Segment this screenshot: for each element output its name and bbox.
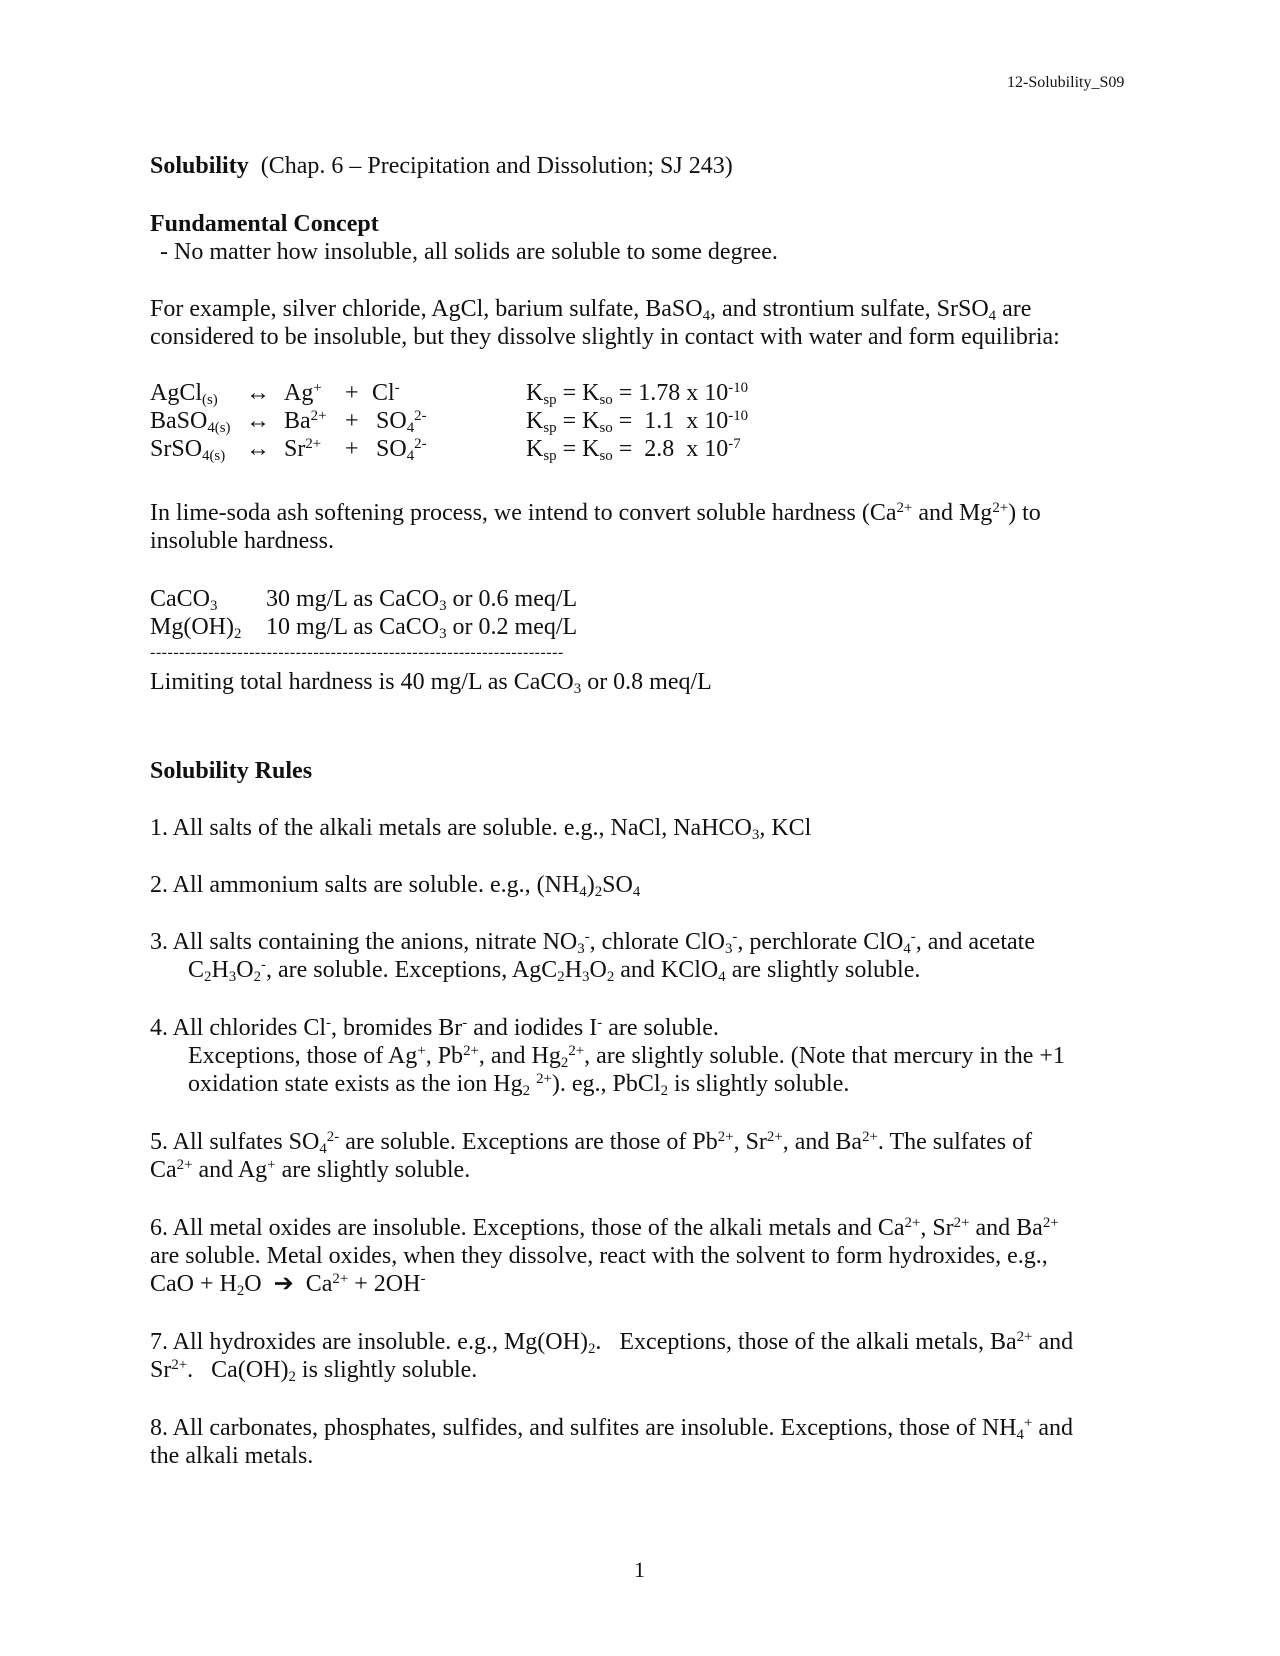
rule-6-line-3 [150,1270,425,1298]
text: K [582,408,600,434]
text: 10 mg/L as CaCO [266,614,440,640]
superscript: -7 [728,435,741,452]
subscript: 3 [439,626,447,643]
text: 5. All sulfates SO [150,1129,320,1155]
superscript: 2+ [171,1356,188,1373]
text: , and acetate [915,929,1035,955]
rule-1 [150,814,811,842]
eq-anion-1 [376,407,427,435]
text: BaSO [150,408,208,434]
subscript: 4 [207,420,215,437]
rule-7-line-2 [150,1356,477,1384]
superscript: 2+ [953,1214,970,1231]
title-rest: (Chap. 6 – Precipitation and Dissolution; SJ 243) [260,153,733,179]
subscript: sp [543,420,557,437]
subscript: 3 [573,681,582,698]
subscript: 4 [632,884,641,901]
text: or 0.8 meq/L [581,669,712,695]
text: Cl [372,380,395,406]
text: and iodides I [467,1015,598,1041]
subscript: 4 [319,1141,327,1158]
subscript: 3 [582,969,590,986]
text: Ba [284,408,311,434]
text: and Mg [912,500,993,526]
subscript: 2 [660,1083,668,1100]
text: , and Hg [478,1043,561,1069]
text: . Ca(OH) [187,1357,289,1383]
text: , are soluble. Exceptions, AgC [265,957,558,983]
right-arrow-icon: ➔ [273,1271,294,1297]
text: CaCO [150,586,210,612]
subscript: sp [543,392,557,409]
text: C [188,957,205,983]
superscript: + [313,379,322,396]
limiting-hardness [150,668,712,696]
text: Limiting total hardness is 40 mg/L as CaCO [150,669,574,695]
document-id: 12-Solubility_S09 [1007,74,1125,91]
text: K [526,408,544,434]
rule-6-line-1 [150,1214,1059,1242]
superscript: 2- [326,1128,340,1145]
text: and [1032,1329,1074,1355]
hardness-amount-0 [266,585,577,613]
subscript: 2 [557,969,565,986]
text: are [996,296,1032,322]
title-bold: Solubility [150,153,249,179]
subscript: 4 [988,308,997,325]
superscript: - [420,1270,426,1287]
eq-ksp-1: $K_{sp} = K_{so} = 1.1$ x $10^{-10}$ [526,407,749,437]
subscript: 2 [594,884,603,901]
superscript: 2+ [536,1070,552,1087]
text: . The sulfates of [877,1129,1033,1155]
rule-7-line-1 [150,1328,1073,1356]
eq-cation-2 [284,435,321,463]
subscript: 3 [724,941,733,958]
superscript: 2+ [310,407,327,424]
text: 2. All ammonium salts are soluble. e.g., (NH [150,872,580,898]
subscript: 4 [406,448,415,465]
eq-arrow-0: ↔ [246,380,270,406]
text: oxidation state exists as the ion Hg [188,1071,523,1097]
text: In lime-soda ash softening process, we intend to convert soluble hardness (Ca [150,500,897,526]
rule-3-line-1 [150,928,1035,956]
text: SO [602,872,633,898]
lime-line-1 [150,499,1041,527]
rule-8-line-2: the alkali metals. [150,1443,314,1469]
hardness-compound-1 [150,613,241,641]
text: O [236,957,254,983]
subscript: 3 [577,941,585,958]
subscript: (s) [202,392,218,409]
text: , and strontium sulfate, SrSO [710,296,989,322]
fundamental-heading: Fundamental Concept [150,211,379,237]
subscript: 4 [702,308,710,325]
eq-anion-2 [376,435,427,463]
text: Exceptions, those of Ag [188,1043,418,1069]
text: . Exceptions, those of the alkali metals, Ba [595,1329,1017,1355]
superscript: 2+ [1016,1328,1033,1345]
rule-4-line-3 [188,1070,849,1098]
text: , chlorate ClO [589,929,725,955]
eq-solid-1 [150,407,230,435]
page-title [150,152,733,180]
example-line-1 [150,295,1031,323]
superscript: -10 [728,407,749,424]
superscript: - [732,928,738,945]
text: , Sr [733,1129,767,1155]
divider-dashes: ----------------------------------------------------------------------- [150,644,564,661]
subscript: 4 [903,941,911,958]
text: Ca [293,1271,333,1297]
text: Mg(OH) [150,614,234,640]
subscript: 2 [560,1055,569,1072]
superscript: + [1023,1414,1033,1431]
subscript: 4 [406,420,415,437]
hardness-amount-1 [266,613,577,641]
subscript: 2 [204,969,212,986]
superscript: 2+ [463,1042,479,1059]
subscript: 2 [606,969,615,986]
eq-plus-2: + [345,436,359,462]
eq-plus-1: + [345,408,359,434]
superscript: 2+ [862,1128,878,1145]
superscript: - [584,928,590,945]
text: CaO + H [150,1271,237,1297]
text: , bromides Br [330,1015,463,1041]
eq-plus-0: + [345,380,359,406]
subscript: 4 [579,884,587,901]
text: 8. All carbonates, phosphates, sulfides, and sulfites are insoluble. Exceptions, those of NH [150,1415,1017,1441]
superscript: + [417,1042,426,1059]
rule-4-line-1 [150,1014,719,1042]
text: O [244,1271,274,1297]
superscript: + [267,1156,276,1173]
text: + 2OH [348,1271,421,1297]
superscript: 2+ [176,1156,193,1173]
text: ). eg., PbCl [551,1071,661,1097]
subscript: 3 [210,598,218,615]
text: O [589,957,607,983]
subscript: 3 [228,969,237,986]
superscript: 2+ [896,499,913,516]
text: K [582,436,600,462]
text: , are slightly soluble. (Note that mercury in the +1 [584,1043,1065,1069]
text: is slightly soluble. [295,1357,478,1383]
subscript: (s) [214,420,231,437]
superscript: 2+ [568,1042,585,1059]
superscript: - [326,1014,331,1031]
text: are soluble. [602,1015,719,1041]
text: and Ba [969,1215,1043,1241]
superscript: 2- [414,407,427,424]
superscript: - [462,1014,468,1031]
text: H [564,957,583,983]
eq-solid-0 [150,379,218,407]
superscript: -10 [728,379,749,396]
text: and Ag [192,1157,268,1183]
text: 1. All salts of the alkali metals are soluble. e.g., NaCl, NaHCO [150,815,752,841]
text: is slightly soluble. [668,1071,850,1097]
text: 6. All metal oxides are insoluble. Exceptions, those of the alkali metals and Ca [150,1215,905,1241]
subscript: so [599,420,613,437]
text: SO [376,436,407,462]
subscript: 2 [253,969,262,986]
rules-heading: Solubility Rules [150,758,313,784]
text: 7. All hydroxides are insoluble. e.g., Mg(OH) [150,1329,588,1355]
subscript: 4 [1016,1427,1024,1444]
superscript: - [910,928,916,945]
text: 2.8 x 10 [644,436,729,462]
text: , Pb [425,1043,464,1069]
superscript: 2+ [992,499,1009,516]
superscript: 2+ [332,1270,349,1287]
subscript: 2 [234,626,242,643]
superscript: - [261,956,266,973]
eq-cation-0 [284,379,322,407]
page-number: 1 [634,1557,645,1582]
eq-arrow-1: ↔ [246,408,270,434]
superscript: 2+ [766,1128,783,1145]
rule-3-line-2 [188,956,920,984]
subscript: 3 [439,598,447,615]
superscript: 2+ [305,435,322,452]
text: , KCl [759,815,812,841]
fundamental-point: - No matter how insoluble, all solids are soluble to some degree. [160,239,778,265]
text: , Sr [920,1215,954,1241]
text: and KClO [614,957,719,983]
rule-4-line-2 [188,1042,1065,1070]
subscript: 4 [202,448,210,465]
eq-cation-1 [284,407,327,435]
subscript: 2 [587,1341,596,1358]
text: K [526,436,544,462]
superscript: 2+ [904,1214,921,1231]
rule-6-line-2: are soluble. Metal oxides, when they dissolve, react with the solvent to form hydroxides, e.g., [150,1243,1048,1269]
eq-ksp-0: $K_{sp} = K_{so} = 1.78$ x $10^{-10}$ [526,379,749,409]
text: 1.1 x 10 [644,408,729,434]
text: are slightly soluble. [275,1157,471,1183]
subscript: 2 [522,1083,531,1100]
text: ) [586,872,595,898]
subscript: sp [543,448,557,465]
superscript: - [597,1014,603,1031]
subscript: 2 [288,1369,296,1386]
text: H [211,957,229,983]
text: , perchlorate ClO [737,929,904,955]
text: , and Ba [782,1129,863,1155]
superscript: 2- [414,435,427,452]
subscript: 3 [751,827,760,844]
eq-arrow-2: ↔ [246,436,270,462]
text: or 0.2 meq/L [446,614,578,640]
subscript: so [599,448,613,465]
subscript: 2 [236,1283,245,1300]
text: SrSO [150,436,203,462]
text: Sr [284,436,306,462]
superscript: 2+ [717,1128,734,1145]
text: SO [376,408,407,434]
eq-anion-0 [372,379,400,407]
subscript: (s) [209,448,226,465]
rule-5-line-2 [150,1156,470,1184]
hardness-compound-0 [150,585,217,613]
lime-line-2: insoluble hardness. [150,528,334,554]
rule-2 [150,871,640,899]
text: 3. All salts containing the anions, nitrate NO [150,929,578,955]
text: or 0.6 meq/L [446,586,578,612]
text: and [1032,1415,1073,1441]
text: Ca [150,1157,177,1183]
example-line-2: considered to be insoluble, but they dissolve slightly in contact with water and form equilibria: [150,324,1060,350]
text: K [526,380,544,406]
text: 4. All chlorides Cl [150,1015,326,1041]
superscript: - [394,379,400,396]
text: AgCl [150,380,203,406]
rule-5-line-1 [150,1128,1032,1156]
text: For example, silver chloride, AgCl, barium sulfate, BaSO [150,296,703,322]
eq-solid-2 [150,435,225,463]
subscript: 4 [718,969,726,986]
text: ) to [1008,500,1041,526]
text: 30 mg/L as CaCO [266,586,440,612]
superscript: 2+ [1042,1214,1059,1231]
text: 1.78 x 10 [638,380,729,406]
text: Sr [150,1357,172,1383]
subscript: so [599,392,613,409]
text: are slightly soluble. [725,957,921,983]
text: are soluble. Exceptions are those of Pb [339,1129,718,1155]
rule-8-line-1 [150,1414,1073,1442]
eq-ksp-2: $K_{sp} = K_{so} = 2.8$ x $10^{-7}$ [526,435,741,465]
text: Ag [284,380,314,406]
text: K [582,380,600,406]
